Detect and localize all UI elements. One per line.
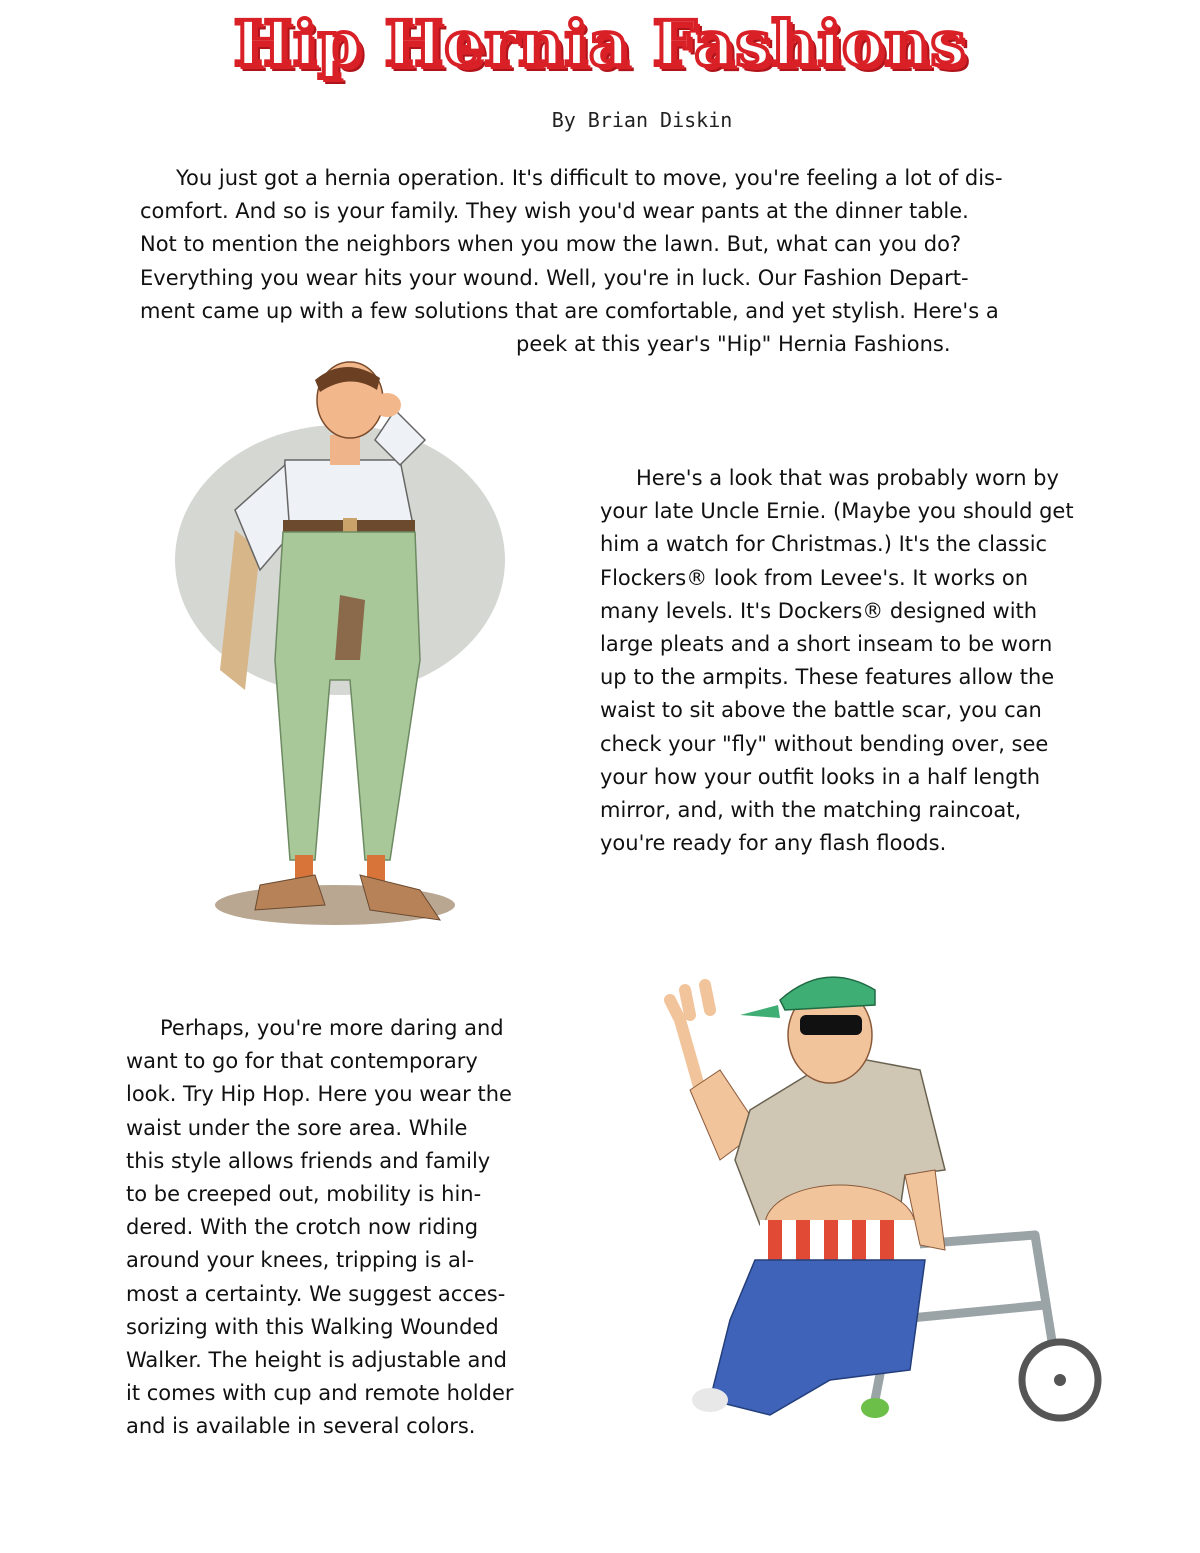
intro-line: ment came up with a few solutions that are comfortable, and yet stylish. Here's a xyxy=(140,298,999,323)
paragraph-line: Walker. The height is adjustable and xyxy=(126,1348,507,1373)
paragraph-line: most a certainty. We suggest acces- xyxy=(126,1281,506,1306)
paragraph-line: to be creeped out, mobility is hin- xyxy=(126,1182,482,1207)
paragraph-line: look. Try Hip Hop. Here you wear the xyxy=(126,1082,512,1107)
paragraph-line: Perhaps, you're more daring and xyxy=(160,1016,504,1040)
intro-paragraph xyxy=(140,162,1080,328)
paragraph-line: Flockers® look from Levee's. It works on xyxy=(600,565,1029,590)
paragraph-line: sorizing with this Walking Wounded xyxy=(126,1314,499,1339)
paragraph-line: it comes with cup and remote holder xyxy=(126,1381,514,1406)
intro-line: Everything you wear hits your wound. Well, you're in luck. Our Fashion Depart- xyxy=(140,265,969,290)
paragraph-line: up to the armpits. These features allow the xyxy=(600,665,1055,690)
high-waist-man-illustration xyxy=(165,360,525,940)
paragraph-line: and is available in several colors. xyxy=(126,1414,476,1439)
paragraph-line: want to go for that contemporary xyxy=(126,1049,478,1074)
paragraph-line: dered. With the crotch now riding xyxy=(126,1215,479,1240)
paragraph-line: many levels. It's Dockers® designed with xyxy=(600,598,1038,623)
paragraph-line: check your "fly" without bending over, see xyxy=(600,731,1049,756)
paragraph-line: waist under the sore area. While xyxy=(126,1115,468,1140)
flockers-paragraph xyxy=(600,462,1120,860)
hip-hop-paragraph xyxy=(126,1012,566,1444)
intro-line: Not to mention the neighbors when you mow the lawn. But, what can you do? xyxy=(140,232,962,257)
paragraph-line: him a watch for Christmas.) It's the classic xyxy=(600,532,1048,557)
paragraph-line: waist to sit above the battle scar, you can xyxy=(600,698,1042,723)
paragraph-line: you're ready for any flash floods. xyxy=(600,831,947,856)
byline: By Brian Diskin xyxy=(551,108,733,132)
paragraph-line: this style allows friends and family xyxy=(126,1148,491,1173)
hip-hop-walker-illustration xyxy=(650,960,1110,1430)
intro-line: peek at this year's "Hip" Hernia Fashions. xyxy=(516,332,951,356)
paragraph-line: your how your outfit looks in a half length xyxy=(600,764,1041,789)
paragraph-line: large pleats and a short inseam to be worn xyxy=(600,632,1053,657)
article-title: Hip Hernia Fashions xyxy=(233,7,967,80)
paragraph-line: Here's a look that was probably worn by xyxy=(636,466,1059,490)
intro-line: comfort. And so is your family. They wish you'd wear pants at the dinner table. xyxy=(140,199,969,224)
intro-line: You just got a hernia operation. It's difficult to move, you're feeling a lot of dis- xyxy=(176,166,1003,190)
paragraph-line: your late Uncle Ernie. (Maybe you should get xyxy=(600,499,1074,524)
paragraph-line: around your knees, tripping is al- xyxy=(126,1248,475,1273)
paragraph-line: mirror, and, with the matching raincoat, xyxy=(600,798,1022,823)
